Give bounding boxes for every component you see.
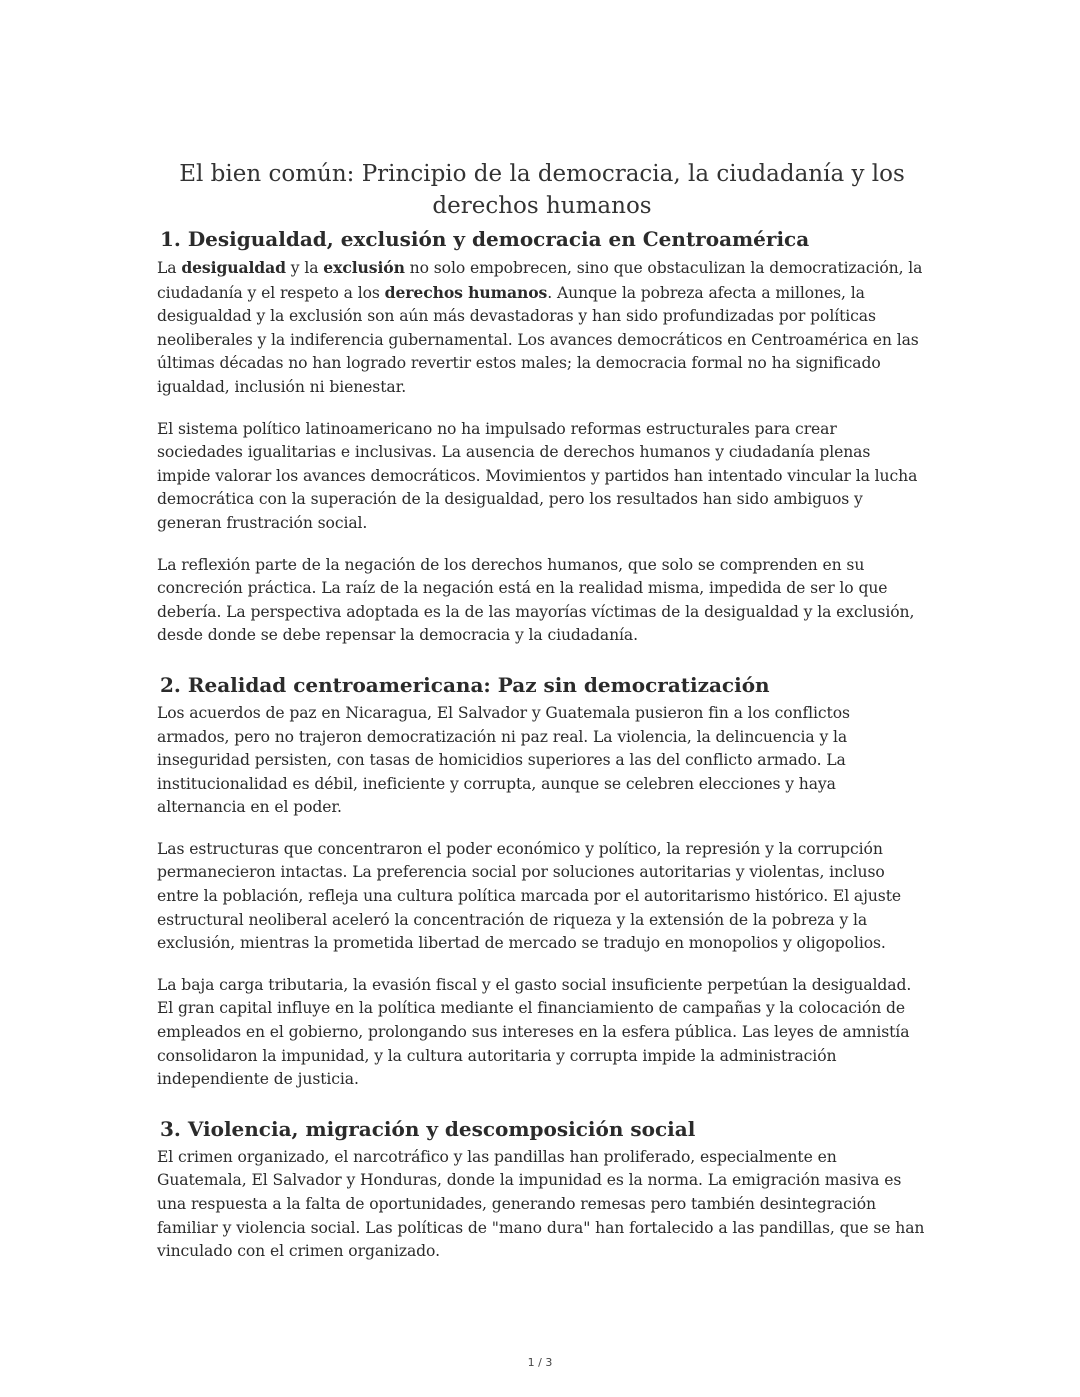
- bold-term: desigualdad: [181, 258, 286, 277]
- page-indicator: 1 / 3: [527, 1356, 553, 1369]
- section-heading: 2. Realidad centroamericana: Paz sin democratización: [160, 672, 770, 697]
- text-segment: no solo empobrecen, sino que obstaculizan la democratización, la ciudadanía y el respeto a los: [157, 259, 923, 302]
- section-heading: 1. Desigualdad, exclusión y democracia en Centroamérica: [160, 227, 810, 251]
- section-paragraph: El crimen organizado, el narcotráfico y las pandillas han proliferado, especialmente en Guatemala, El Salvador y Honduras, donde la impunidad es la norma. La emigración masiva es una respuesta a la falta de oportunidades, generando remesas pero también desintegración familiar y violencia social. Las políticas de "mano dura" han fortalecido a las pandillas, que se han vinculado con el crimen organizado.: [157, 1147, 925, 1261]
- section-paragraph: Los acuerdos de paz en Nicaragua, El Salvador y Guatemala pusieron fin a los conflictos armados, pero no trajeron democratización ni paz real. La violencia, la delincuencia y la inseguridad persisten, con tasas de homicidios superiores a las del conflicto armado. La institucionalidad es débil, ineficiente y corrupta, aunque se celebren elecciones y haya alternancia en el poder.: [157, 703, 850, 817]
- text-segment: . Aunque la pobreza afecta a millones, la desigualdad y la exclusión son aún más devastadoras y han sido profundizadas por políticas neoliberales y la indiferencia gubernamental. Los avances democráticos en Centroamérica en las últimas décadas no han logrado revertir estos males; la democracia formal no ha significado igualdad, inclusión ni bienestar.: [157, 283, 919, 396]
- document-title: El bien común: Principio de la democracia, la ciudadanía y los derechos humanos: [179, 161, 905, 219]
- section-2: [157, 670, 927, 1092]
- section-3: [157, 1114, 927, 1264]
- bold-term: exclusión: [323, 258, 405, 277]
- section-paragraph: La reflexión parte de la negación de los derechos humanos, que solo se comprenden en su concreción práctica. La raíz de la negación está en la realidad misma, impedida de ser lo que debería. La perspectiva adoptada es la de las mayorías víctimas de la desigualdad y la exclusión, desde donde se debe repensar la democracia y la ciudadanía.: [157, 555, 915, 645]
- bold-term: derechos humanos: [384, 282, 548, 302]
- section-heading: 3. Violencia, migración y descomposición social: [160, 1116, 696, 1141]
- text-segment: La: [157, 259, 182, 277]
- section-paragraph: La baja carga tributaria, la evasión fiscal y el gasto social insuficiente perpetúan la desigualdad. El gran capital influye en la política mediante el financiamiento de campañas y la colocación de empleados en el gobierno, prolongando sus intereses en la esfera pública. Las leyes de amnistía consolidaron la impunidad, y la cultura autoritaria y corrupta impide la administración independiente de justicia.: [157, 975, 912, 1089]
- section-paragraph: Las estructuras que concentraron el poder económico y político, la represión y la corrupción permanecieron intactas. La preferencia social por soluciones autoritarias y violentas, incluso entre la población, refleja una cultura política marcada por el autoritarismo histórico. El ajuste estructural neoliberal aceleró la concentración de riqueza y la extensión de la pobreza y la exclusión, mientras la prometida libertad de mercado se tradujo en monopolios y oligopolios.: [157, 839, 902, 953]
- document-page: [157, 158, 927, 1282]
- section-paragraph: [157, 256, 927, 400]
- section-paragraph: El sistema político latinoamericano no ha impulsado reformas estructurales para crear sociedades igualitarias e inclusivas. La ausencia de derechos humanos y ciudadanía plenas impide valorar los avances democráticos. Movimientos y partidos han intentado vincular la lucha democrática con la superación de la desigualdad, pero los resultados han sido ambiguos y generan frustración social.: [157, 419, 918, 532]
- section-1: [157, 224, 927, 648]
- text-segment: y la: [285, 259, 324, 277]
